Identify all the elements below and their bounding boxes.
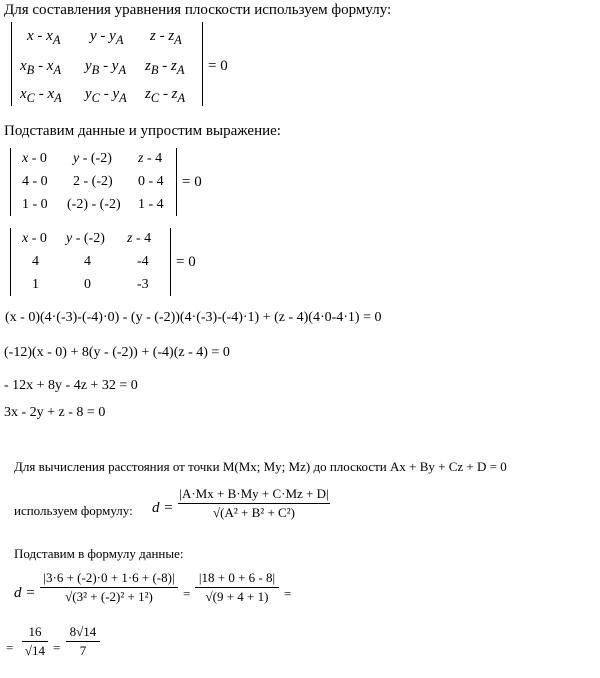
expansion-line: (x - 0)(4·(-3)-(-4)·0) - (y - (-2))(4·(-3)-(-4)·1) + (z - 4)(4·0-4·1) = 0 [5, 310, 382, 325]
det-s-1-1: 2 - (-2) [73, 174, 113, 189]
det-s-0-2: z - 4 [138, 151, 163, 166]
calc1-numerator-2: |18 + 0 + 6 - 8| [198, 570, 276, 585]
det-g-0-2: z - $z_A$ [150, 28, 182, 47]
distance-text: Для вычисления расстояния от точки M(Mx; My; Mz) до плоскости Ax + By + Cz + D = 0 [14, 459, 507, 474]
calc1-eq: = [183, 586, 191, 601]
det-m-2-2: -3 [137, 277, 149, 292]
formula-text: используем формулу: [14, 503, 133, 518]
det-s-1-2: 0 - 4 [138, 174, 164, 189]
expanded-line: - 12x + 8y - 4z + 32 = 0 [4, 378, 138, 393]
det-g-0-1: y - $y_A$ [90, 28, 124, 47]
calc1-numerator: |3·6 + (-2)·0 + 1·6 + (-8)| [43, 570, 175, 585]
det-s-2-0: 1 - 0 [22, 197, 48, 212]
det-m-eq: = 0 [176, 254, 196, 270]
expansion-line-2: (-12)(x - 0) + 8(y - (-2)) + (-4)(z - 4) = 0 [4, 345, 230, 360]
det-g-eq: = 0 [208, 58, 228, 74]
det-g-2-1: $y_C - y_A$ [85, 86, 127, 105]
formula-fraction [178, 486, 330, 521]
formula-lhs: d = [152, 500, 174, 516]
det-g-1-1: $y_B - y_A$ [85, 58, 127, 77]
det-s-0-1: y - (-2) [73, 151, 112, 166]
substitute-formula-text: Подставим в формулу данные: [14, 546, 184, 561]
calc2-lead: = [6, 640, 14, 655]
det-s-0-0: x - 0 [22, 151, 47, 166]
calc2-fraction-1 [22, 624, 48, 659]
calc2-eq: = [53, 640, 61, 655]
calc2-frac2-den: 7 [79, 643, 87, 658]
det-g-0-0: x - $x_A$ [27, 28, 61, 47]
det-m-2-1: 0 [84, 277, 91, 292]
det-s-eq: = 0 [182, 174, 202, 190]
det-s-2-2: 1 - 4 [138, 197, 164, 212]
calc2-frac2-num: 8√14 [69, 624, 97, 639]
calc1-denominator-2: √(9 + 4 + 1) [205, 589, 269, 604]
det-s-2-1: (-2) - (-2) [67, 197, 121, 212]
calc2-fraction-2 [66, 624, 100, 659]
calc2-frac1-num: 16 [28, 624, 42, 639]
det-m-2-0: 1 [32, 277, 39, 292]
calc1-lhs: d = [14, 585, 36, 601]
det-m-0-2: z - 4 [127, 231, 152, 246]
det-m-1-1: 4 [84, 254, 91, 269]
calc1-fraction-2 [195, 570, 279, 605]
det-s-1-0: 4 - 0 [22, 174, 48, 189]
formula-denominator: √(A² + B² + C²) [213, 505, 295, 520]
calc1-tail: = [284, 586, 292, 601]
det-m-0-1: y - (-2) [66, 231, 105, 246]
plane-equation: 3x - 2y + z - 8 = 0 [4, 405, 106, 420]
calc1-fraction-1 [40, 570, 178, 605]
det-g-2-2: $z_C - z_A$ [145, 86, 186, 105]
det-m-1-2: -4 [137, 254, 149, 269]
formula-numerator: |A·Mx + B·My + C·Mz + D| [179, 486, 329, 501]
det-m-0-0: x - 0 [22, 231, 47, 246]
calc2-frac1-den: √14 [24, 643, 46, 658]
det-g-1-0: $x_B - x_A$ [20, 58, 62, 77]
det-m-1-0: 4 [32, 254, 39, 269]
intro-text: Для составления уравнения плоскости используем формулу: [4, 2, 392, 18]
calc1-denominator: √(3² + (-2)² + 1²) [65, 589, 153, 604]
substitute-text: Подставим данные и упростим выражение: [4, 123, 281, 139]
det-g-2-0: $x_C - x_A$ [20, 86, 62, 105]
det-g-1-2: $z_B - z_A$ [145, 58, 185, 77]
